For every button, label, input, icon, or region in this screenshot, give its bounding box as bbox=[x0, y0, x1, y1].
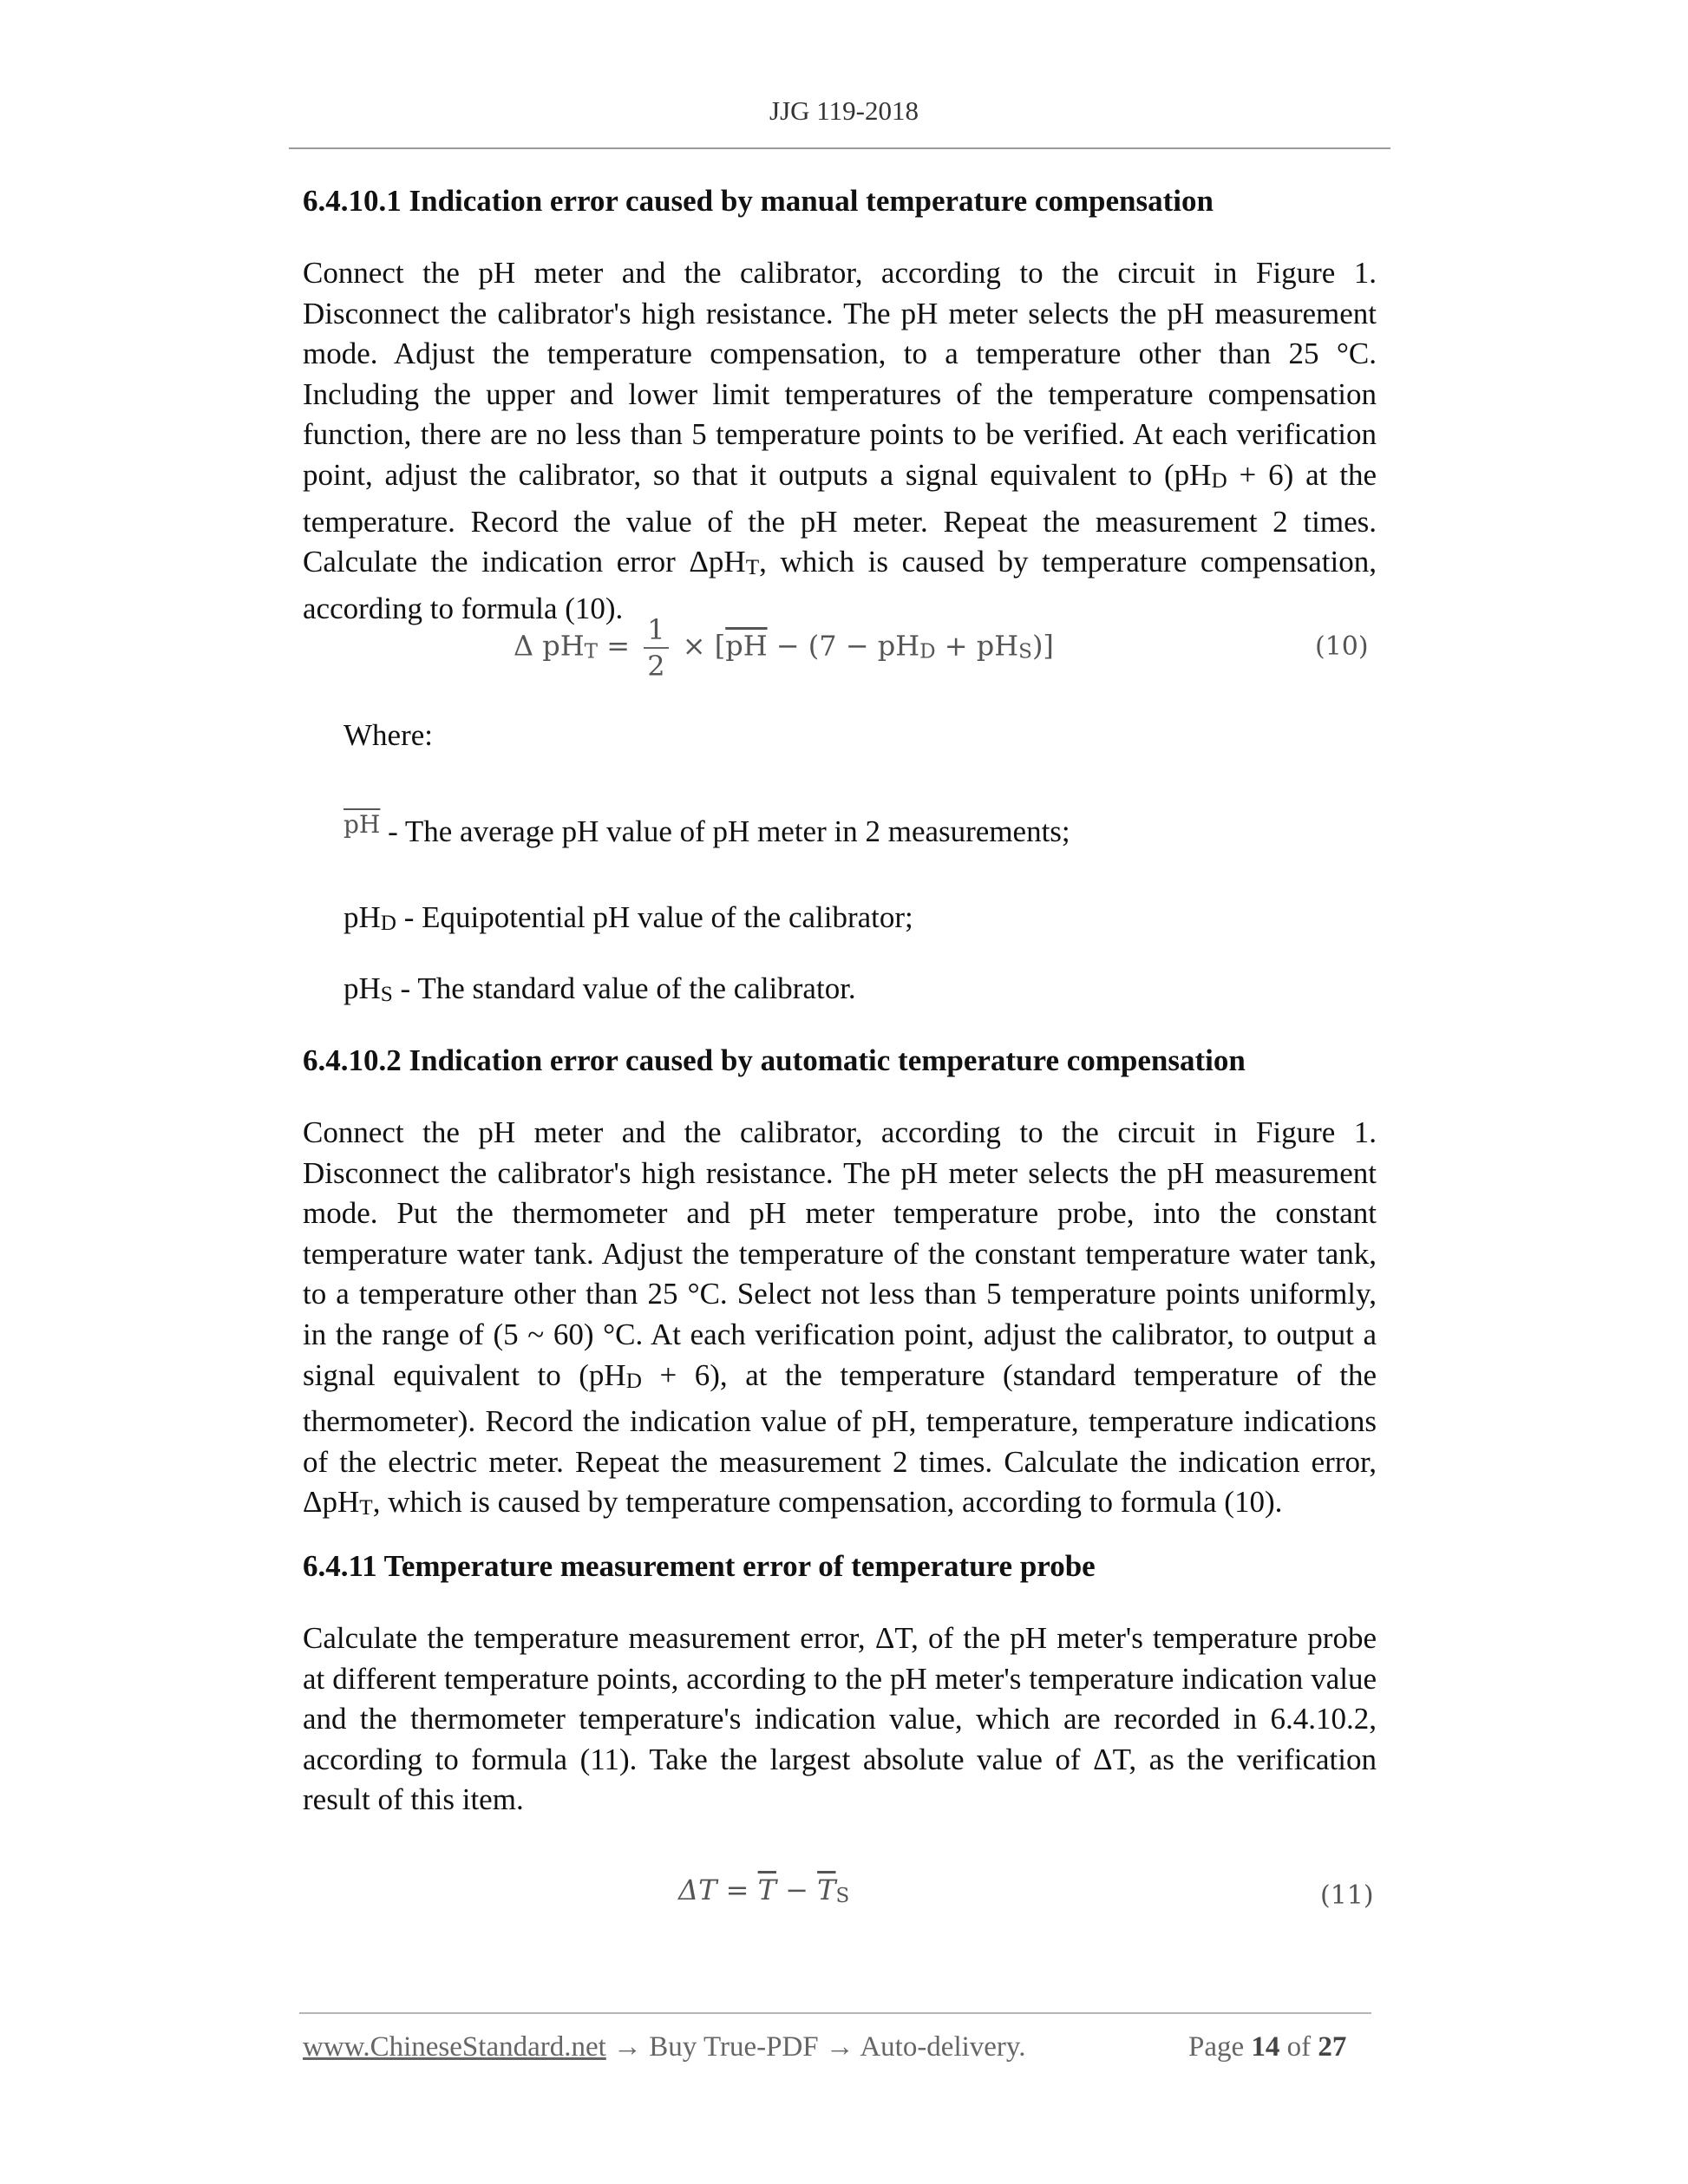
footer-promo: www.ChineseStandard.net → Buy True-PDF → Auto-delivery. bbox=[303, 2031, 1026, 2063]
paragraph-6-4-10-2: Connect the pH meter and the calibrator, according to the circuit in Figure 1. Disconnect the calibrator's high resistance. The pH meter selects the pH measurement mode. Put the thermometer and pH meter temperature probe, into the constant temperature water tank. Adjust the temperature of the constant temperature water tank, to a temperature other than 25 °C. Select not less than 5 temperature points uniformly, in the range of (5 ~ 60) °C. At each verification point, adjust the calibrator, to output a signal equivalent to (pHD + 6), at the temperature (standard temperature of the thermometer). Record the indication value of pH, temperature, temperature indications of the electric meter. Repeat the measurement 2 times. Calculate the indication error, ΔpHT, which is caused by temperature compensation, according to formula (10). bbox=[303, 1115, 1377, 1520]
where-label: Where: bbox=[343, 718, 433, 752]
website-link[interactable]: www.ChineseStandard.net bbox=[303, 2031, 606, 2063]
arrow-right-icon: → bbox=[818, 2031, 860, 2063]
page-indicator: Page 14 of 27 bbox=[1188, 2031, 1347, 2063]
header-divider bbox=[289, 147, 1390, 149]
current-page: 14 bbox=[1251, 2031, 1280, 2063]
formula-11-number: (11) bbox=[1320, 1880, 1374, 1911]
fraction-one-half: $\frac{1}{2}$ bbox=[644, 612, 668, 683]
paragraph-6-4-10-1: Connect the pH meter and the calibrator, according to the circuit in Figure 1. Disconnect the calibrator's high resistance. The pH meter selects the pH measurement mode. Adjust the temperature compensation, to a temperature other than 25 °C. Including the upper and lower limit temperatures of the temperature compensation function, there are no less than 5 temperature points to be verified. At each verification point, adjust the calibrator, so that it outputs a signal equivalent to (pHD + 6) at the temperature. Record the value of the pH meter. Repeat the measurement 2 times. Calculate the indication error ΔpHT, which is caused by temperature compensation, according to formula (10). bbox=[303, 256, 1377, 625]
formula-10-number: (10) bbox=[1315, 631, 1369, 662]
document-header-title: JJG 119-2018 bbox=[769, 95, 919, 126]
paragraph-6-4-11: Calculate the temperature measurement error, ΔT, of the pH meter's temperature probe at different temperature points, according to the pH meter's temperature indication value and the thermometer temperature's indication value, which are recorded in 6.4.10.2, according to formula (11). Take the largest absolute value of ΔT, as the verification result of this item. bbox=[303, 1621, 1377, 1817]
footer-divider bbox=[299, 2012, 1371, 2014]
section-heading-6-4-10-1: 6.4.10.1 Indication error caused by manual temperature compensation bbox=[303, 184, 1214, 218]
formula-11: $\Delta T = \overline{T} - \overline{T}S$ bbox=[678, 1873, 850, 1907]
definition-ph-average: $^{\overline{pH}}$ - The average pH value of pH meter in 2 measurements; bbox=[343, 810, 1070, 848]
formula-10: Δ pHT = $\frac{1}{2}$ × [$\overline{pH} - (7$ − pHD + pHS)] bbox=[514, 613, 1054, 683]
section-heading-6-4-10-2: 6.4.10.2 Indication error caused by automatic temperature compensation bbox=[303, 1043, 1246, 1077]
total-pages: 27 bbox=[1318, 2031, 1347, 2063]
definition-phd: pHD - Equipotential pH value of the calibrator; bbox=[343, 900, 913, 936]
arrow-right-icon: → bbox=[605, 2031, 650, 2063]
definition-phs: pHS - The standard value of the calibrator. bbox=[343, 971, 856, 1007]
section-heading-6-4-11: 6.4.11 Temperature measurement error of temperature probe bbox=[303, 1549, 1096, 1583]
